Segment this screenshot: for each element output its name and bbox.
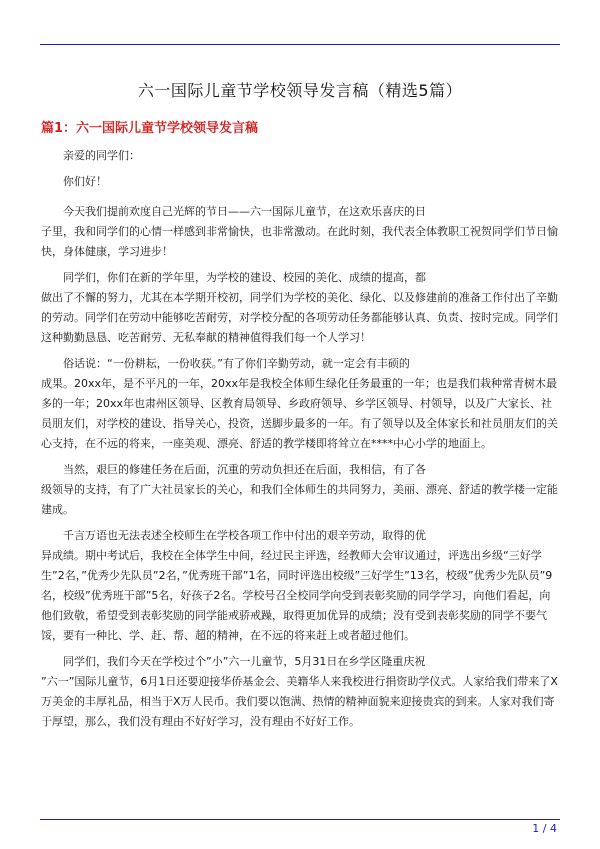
paragraph-body: 做出了不懈的努力，尤其在本学期开校初，同学们为学校的美化、绿化、以及修建前的准备工作付出了辛勤的劳动。同学们在劳动中能够吃苦耐劳，对学校分配的各项劳动任务都能够认真、负责、按时完成。同学们这种勤勤恳恳、吃苦耐劳、无私奉献的精神值得我们每一个人学习！ [41, 291, 558, 344]
paragraph-first-line: 同学们，你们在新的学年里，为学校的建设、校园的美化、成绩的提高，都 [63, 271, 426, 284]
paragraph-first-line: 俗话说：“一份耕耘，一份收获。”有了你们辛勤劳动，就一定会有丰硕的 [63, 357, 410, 370]
paragraph-body: 成果。20xx年，是不平凡的一年，20xx年是我校全体师生绿化任务最重的一年；也是我们栽种常青树木最多的一年；20xx年也肃州区领导、区教育局领导、乡政府领导、乡学区领导、村领导，以及广大家长、社员朋友们，对学校的建设、指导关心，投资，送脚步最多的一年。有了领导以及全体家长和社员朋友们的关心支持，在不远的将来，一座美观、漂亮、舒适的教学楼即将耸立在****中心小学的地面上。 [41, 377, 558, 450]
greeting: 你们好！ [63, 175, 107, 188]
page-number: 1 / 4 [532, 822, 557, 835]
header-rule [40, 44, 560, 45]
paragraph [41, 354, 561, 454]
footer-rule [40, 819, 560, 820]
paragraph [41, 202, 561, 262]
paragraph-body: 子里，我和同学们的心情一样感到非常愉快，也非常激动。在此时刻，我代表全体教职工祝贺同学们节日愉快，身体健康，学习进步！ [41, 225, 558, 258]
paragraph-body: ”六一”国际儿童节，6月1日还要迎接华侨基金会、美籍华人来我校进行捐资助学仪式。人家给我们带来了X万美金的丰厚礼品，相当于X万人民币。我们要以饱满、热情的精神面貌来迎接贵宾的到来。人家对我们寄于厚望，那么，我们没有理由不好好学习，没有理由不好好工作。 [41, 675, 558, 728]
document-body [41, 146, 561, 738]
paragraph-first-line: 千言万语也无法表述全校师生在学校各项工作中付出的艰辛劳动，取得的优 [63, 529, 426, 542]
paragraph [41, 268, 561, 348]
paragraph-body: 级领导的支持，有了广大社员家长的关心，和我们全体师生的共同努力，美丽、漂亮、舒适的教学楼一定能建成。 [41, 483, 558, 516]
salutation: 亲爱的同学们： [63, 149, 140, 162]
paragraph [41, 652, 561, 732]
paragraph-first-line: 同学们，我们今天在学校过个”小”六一儿童节，5月31日在乡学区隆重庆祝 [63, 655, 426, 668]
paragraph-body: 异成绩。期中考试后，我校在全体学生中间，经过民主评选，经教师大会审议通过，评选出乡级“三好学生”2名，”优秀少先队员”2名，”优秀班干部”1名，同时评选出校级”三好学生”13名，校级”优秀少先队员”9名，校级”优秀班干部”5名，好孩子2名。学校号召全校同学向受到表彰奖励的同学学习，向他们看起，向他们致敬，希望受到表彰奖励的同学能戒骄戒躁，取得更加优异的成绩；没有受到表彰奖励的同学不要气馁，要有一种比、学、赶、帮、超的精神，在不远的将来赶上或者超过他们。 [41, 549, 553, 642]
paragraph-first-line: 当然，艰巨的修建任务在后面，沉重的劳动负担还在后面，我相信，有了各 [63, 463, 426, 476]
document-title: 六一国际儿童节学校领导发言稿（精选5篇） [137, 81, 463, 100]
paragraph-first-line: 今天我们提前欢度自己光辉的节日——六一国际儿童节，在这欢乐喜庆的日 [63, 205, 426, 218]
paragraph [41, 526, 561, 646]
paragraph [41, 460, 561, 520]
section-heading: 篇1：六一国际儿童节学校领导发言稿 [41, 121, 259, 136]
